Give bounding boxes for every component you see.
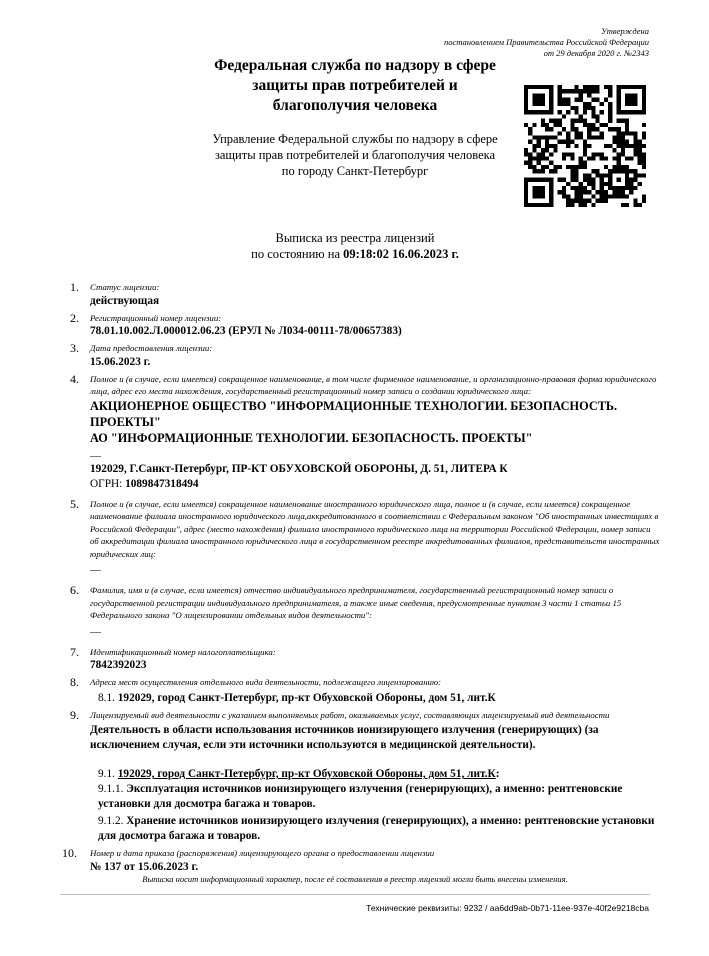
- item-number: 8.: [70, 675, 79, 689]
- extract-date-line: [200, 246, 510, 262]
- item-number: 9.: [70, 707, 79, 722]
- entity-address: 192029, Г.Санкт-Петербург, ПР-КТ ОБУХОВСКОЙ ОБОРОНЫ, Д. 51, ЛИТЕРА К: [90, 462, 508, 475]
- item-activity-addresses: [70, 676, 660, 706]
- item-value: 15.06.2023 г.: [90, 355, 151, 368]
- item-number: 3.: [70, 341, 79, 355]
- qr-code-icon: [524, 85, 646, 207]
- entity-full-name: АКЦИОНЕРНОЕ ОБЩЕСТВО "ИНФОРМАЦИОННЫЕ ТЕХНОЛОГИИ. БЕЗОПАСНОСТЬ. ПРОЕКТЫ": [90, 398, 618, 429]
- item-number: 1.: [70, 280, 79, 294]
- item-label: Адреса мест осуществления отдельного вида деятельности, подлежащего лицензированию:: [90, 677, 442, 687]
- extract-title: Выписка из реестра лицензий: [275, 231, 435, 245]
- extract-date-label: по состоянию на: [251, 247, 341, 261]
- work-1-value: Эксплуатация источников ионизирующего излучения (генерирующих), а именно: рентгеновские установки для досмотра багажа и товаров.: [98, 783, 623, 810]
- item-label: Фамилия, имя и (в случае, если имеется) отчество индивидуального предпринимателя, государственный регистрационный номер записи о государственной регистрации индивидуального предпринимателя, а также иные сведения, предусмотренные пунктом 3 части 1 статьи 15 Федерального закона "О лицензировании отдельных видов деятельности":: [90, 585, 622, 620]
- item-license-status: [70, 281, 660, 309]
- work-2-value: Хранение источников ионизирующего излучения (генерирующих), а именно: рентгеновские установки для досмотра багажа и товаров.: [98, 815, 655, 842]
- item-registration-number: [70, 312, 660, 340]
- technical-details: Технические реквизиты: 9232 / aa6dd9ab-0b71-11ee-937e-40f2e9218cba: [366, 903, 649, 913]
- item-legal-entity: [70, 373, 660, 492]
- activity-place-colon: :: [495, 768, 500, 780]
- item-label: Полное и (в случае, если имеется) сокращенное наименование иностранного юридического лица, полное и (в случае, если имеется) сокращенное наименование филиала иностранного юридического лица,аккредитованного в соответствии с Федеральным законом "Об иностранных инвестициях в Российской Федерации", адрес (место нахождения) филиала иностранного юридического лица на территории Российской Федерации, номер записи об аккредитации филиала иностранного юридического лица в государственном реестре аккредитованных филиалов, представительств иностранных юридических лиц:: [90, 498, 660, 559]
- item-label: Дата предоставления лицензии:: [90, 343, 213, 353]
- ogrn-label: ОГРН:: [90, 477, 123, 490]
- item-number: 2.: [70, 310, 79, 325]
- item-label: Полное и (в случае, если имеется) сокращенное наименование, в том числе фирменное наименование, и организационно-правовая форма юридического лица, адрес его места нахождения, государственный регистрационный номер записи о создании юридического лица:: [90, 373, 657, 396]
- item-number: 7.: [70, 644, 79, 659]
- item-value: 7842392023: [90, 659, 147, 671]
- item-label: Регистрационный номер лицензии:: [90, 312, 222, 323]
- item-number: 10.: [62, 846, 77, 860]
- entity-ogrn: [90, 477, 660, 492]
- entity-dash: —: [90, 449, 101, 462]
- item-order: [62, 846, 660, 875]
- activity-place-number: 9.1.: [98, 768, 115, 780]
- activity-description: Деятельность в области использования источников ионизирующего излучения (генерирующих) (за исключением случая, если эти источники используются в медицинской деятельности).: [90, 724, 599, 751]
- item-inn: [70, 646, 660, 674]
- work-1-number: 9.1.1.: [98, 783, 124, 795]
- work-2-number: 9.1.2.: [98, 815, 124, 827]
- item-value: № 137 от 15.06.2023 г.: [90, 860, 199, 873]
- item-dash: —: [90, 564, 101, 576]
- item-license-date: [70, 342, 660, 370]
- item-number: 5.: [70, 496, 79, 511]
- item-individual-entrepreneur: [70, 584, 660, 638]
- item-foreign-entity: [70, 498, 660, 577]
- activity-address-line: [90, 691, 660, 706]
- approval-line-2: постановлением Правительства Российской Федерации: [443, 37, 649, 47]
- item-label: Статус лицензии:: [90, 282, 160, 292]
- item-value: 78.01.10.002.Л.000012.06.23 (ЕРУЛ № Л034-00111-78/00657383): [90, 325, 402, 337]
- disclaimer: Выписка носит информационный характер, после её составления в реестр лицензий могли быть внесены изменения.: [142, 874, 568, 884]
- approval-note: [389, 26, 649, 59]
- footer-divider: [60, 894, 650, 895]
- work-line-1: [90, 782, 660, 812]
- activity-place-line: [90, 767, 660, 782]
- approval-line-3: от 29 декабря 2020 г. №2343: [543, 48, 649, 58]
- agency-title: Федеральная служба по надзору в сфере защиты прав потребителей и благополучия человека: [214, 57, 496, 114]
- extract-header: [200, 230, 510, 262]
- entity-short-name: АО "ИНФОРМАЦИОННЫЕ ТЕХНОЛОГИИ. БЕЗОПАСНОСТЬ. ПРОЕКТЫ": [90, 430, 533, 445]
- ogrn-value: 1089847318494: [125, 477, 199, 490]
- extract-date-value: 09:18:02 16.06.2023 г.: [343, 247, 459, 261]
- item-label: Лицензируемый вид деятельности с указанием выполняемых работ, оказываемых услуг, составляющих лицензируемый вид деятельности: [90, 709, 610, 720]
- activity-address-number: 8.1.: [98, 691, 115, 704]
- item-dash: —: [90, 625, 101, 638]
- approval-line-1: Утверждена: [601, 26, 649, 36]
- work-line-2: [90, 814, 660, 844]
- item-value: действующая: [90, 294, 160, 307]
- item-label: Номер и дата приказа (распоряжения) лицензирующего органа о предоставлении лицензии: [90, 848, 435, 858]
- department-title: Управление Федеральной службы по надзору в сфере защиты прав потребителей и благополучия человека по городу Санкт-Петербург: [212, 132, 498, 178]
- activity-place-address: 192029, город Санкт-Петербург, пр-кт Обуховской Обороны, дом 51, лит.К: [117, 768, 496, 780]
- item-number: 4.: [70, 371, 79, 386]
- item-label: Идентификационный номер налогоплательщика:: [90, 646, 276, 657]
- item-number: 6.: [70, 583, 79, 597]
- activity-address-value: 192029, город Санкт-Петербург, пр-кт Обуховской Обороны, дом 51, лит.К: [117, 691, 496, 704]
- license-register-items: [62, 280, 660, 875]
- item-licensed-activity: [70, 709, 660, 845]
